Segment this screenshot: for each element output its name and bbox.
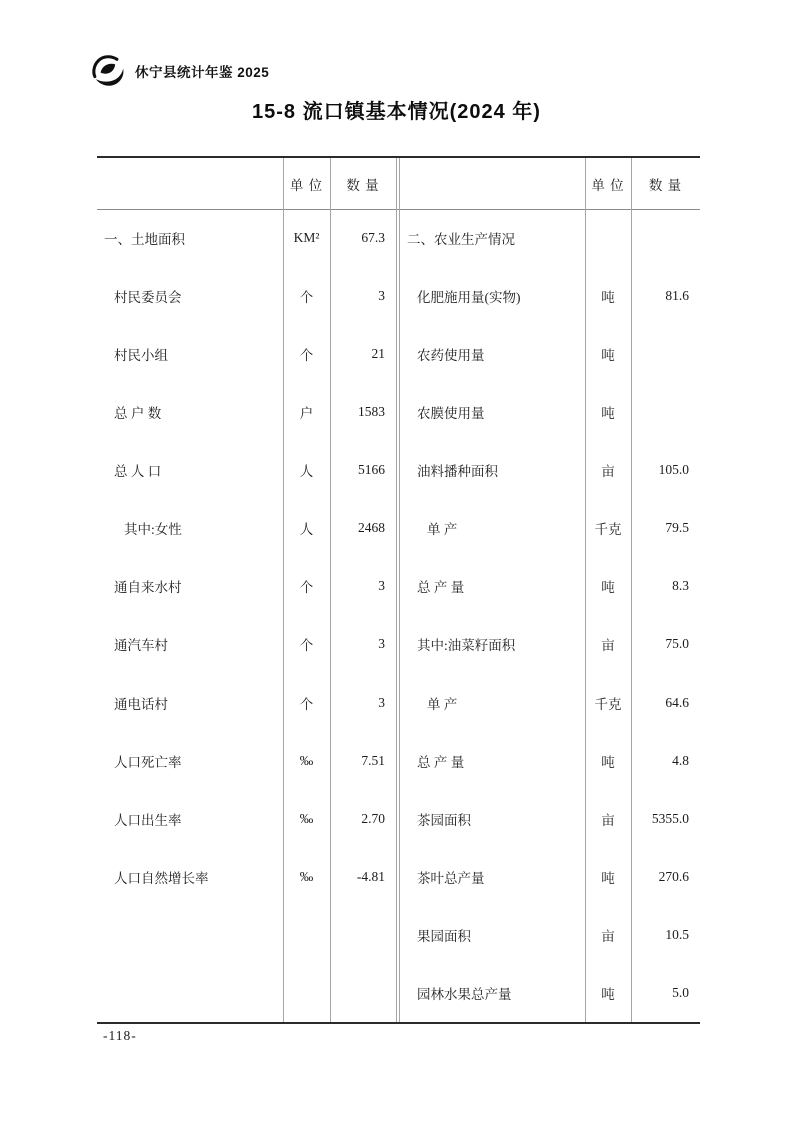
qty-cell-left: -4.81 [356,868,385,884]
header-indicator-left [97,158,283,209]
unit-cell-right: 吨 [601,348,615,364]
header-indicator-right [400,158,585,209]
indicator-cell-left: 村民委员会 [114,290,182,306]
page-number: -118- [103,1028,137,1043]
table-header-row [97,158,700,209]
qty-cell-right: 10.5 [665,926,689,942]
indicator-cell-right: 果园面积 [417,928,471,944]
indicator-cell-left: 其中:女性 [124,522,182,538]
unit-cell-right: 亩 [601,812,615,828]
table-bottom-border [97,1022,700,1024]
qty-cell-left [330,964,396,1022]
qty-cell-left: 67.3 [361,230,385,246]
indicator-cell-right: 二、农业生产情况 [407,232,515,248]
indicator-cell-left: 总 户 数 [114,406,162,422]
qty-cell-right [631,325,700,383]
table-grid [97,158,700,1022]
unit-cell-right: 亩 [601,464,615,480]
indicator-cell-left: 通自来水村 [114,580,182,596]
indicator-cell-right: 单 产 [427,696,458,712]
qty-cell-right: 79.5 [665,520,689,536]
table-row [97,209,700,267]
unit-cell-left: 个 [299,348,314,364]
indicator-cell-left: 总 人 口 [114,464,162,480]
yearbook-brand [89,53,269,89]
header-unit-right: 单 位 [591,177,625,193]
unit-cell-right: 亩 [601,638,615,654]
unit-cell-left: 户 [299,406,314,422]
statistics-table [97,156,700,1024]
header-qty-left: 数 量 [346,177,380,193]
table-row [97,732,700,790]
indicator-cell-left: 人口自然增长率 [114,870,209,886]
unit-cell-left: 人 [299,522,314,538]
unit-cell-left: 个 [299,696,314,712]
table-row [97,325,700,383]
unit-cell-left [283,964,330,1022]
table-row [97,674,700,732]
indicator-cell-right: 油料播种面积 [417,464,498,480]
unit-cell-right: 吨 [601,580,615,596]
indicator-cell-left: 通电话村 [114,696,168,712]
indicator-cell-right: 农膜使用量 [417,406,485,422]
qty-cell-left: 21 [371,346,385,362]
table-row [97,441,700,499]
qty-cell-left: 3 [378,288,385,304]
header-qty-right: 数 量 [648,177,683,193]
unit-cell-right [585,209,631,267]
qty-cell-left: 7.51 [361,752,385,768]
indicator-cell-left: 人口死亡率 [114,754,182,770]
unit-cell-left: 个 [299,638,314,654]
qty-cell-right: 75.0 [665,636,689,652]
table-row [97,964,700,1022]
indicator-cell-right: 总 产 量 [417,580,465,596]
unit-cell-right: 吨 [601,754,615,770]
qty-cell-left: 2468 [358,520,385,536]
table-row [97,499,700,557]
qty-cell-right [631,383,700,441]
indicator-cell-left: 一、土地面积 [104,232,185,248]
unit-cell-right: 千克 [594,696,622,712]
unit-cell-left [283,906,330,964]
table-row [97,790,700,848]
table-row [97,906,700,964]
unit-cell-left: KM² [293,230,320,246]
indicator-cell-left [97,906,283,964]
page-title: 15-8 流口镇基本情况(2024 年) [252,101,541,123]
unit-cell-left: 人 [299,464,314,480]
table-row [97,615,700,673]
qty-cell-left: 3 [378,694,385,710]
qty-cell-right: 81.6 [665,288,689,304]
indicator-cell-right: 化肥施用量(实物) [417,290,521,306]
indicator-cell-right: 茶叶总产量 [417,870,485,886]
unit-cell-left: ‰ [299,752,314,768]
qty-cell-right: 270.6 [658,868,689,884]
header-unit-left: 单 位 [289,177,324,193]
indicator-cell-right: 茶园面积 [417,812,471,828]
qty-cell-right: 4.8 [672,752,689,768]
qty-cell-left: 3 [378,636,385,652]
qty-cell-left: 2.70 [361,810,385,826]
qty-cell-left: 3 [378,578,385,594]
table-row [97,267,700,325]
unit-cell-right: 吨 [601,870,615,886]
qty-cell-right: 5.0 [672,984,689,1000]
qty-cell-right [631,209,700,267]
yearbook-title: 休宁县统计年鉴 2025 [135,65,270,80]
indicator-cell-left: 人口出生率 [114,812,182,828]
qty-cell-left: 5166 [358,462,385,478]
qty-cell-right: 105.0 [658,462,689,478]
unit-cell-left: ‰ [299,868,314,884]
swirl-logo-icon [89,53,126,89]
indicator-cell-right: 农药使用量 [417,348,485,364]
unit-cell-left: 个 [299,580,314,596]
qty-cell-left [330,906,396,964]
table-body [97,209,700,1022]
indicator-cell-left: 通汽车村 [114,638,168,654]
table-row [97,557,700,615]
qty-cell-right: 8.3 [672,578,689,594]
indicator-cell-right: 单 产 [427,522,458,538]
unit-cell-right: 千克 [594,522,622,538]
table-row [97,848,700,906]
unit-cell-right: 吨 [601,290,615,306]
indicator-cell-right: 其中:油菜籽面积 [417,638,516,654]
qty-cell-right: 64.6 [665,694,689,710]
indicator-cell-left: 村民小组 [114,348,168,364]
table-row [97,383,700,441]
indicator-cell-left [97,964,283,1022]
unit-cell-left: 个 [299,290,314,306]
unit-cell-right: 吨 [601,406,615,422]
indicator-cell-right: 园林水果总产量 [417,986,512,1002]
unit-cell-right: 吨 [601,986,615,1002]
indicator-cell-right: 总 产 量 [417,754,465,770]
qty-cell-right: 5355.0 [651,810,689,826]
qty-cell-left: 1583 [358,404,385,420]
unit-cell-right: 亩 [601,928,615,944]
unit-cell-left: ‰ [299,810,314,826]
